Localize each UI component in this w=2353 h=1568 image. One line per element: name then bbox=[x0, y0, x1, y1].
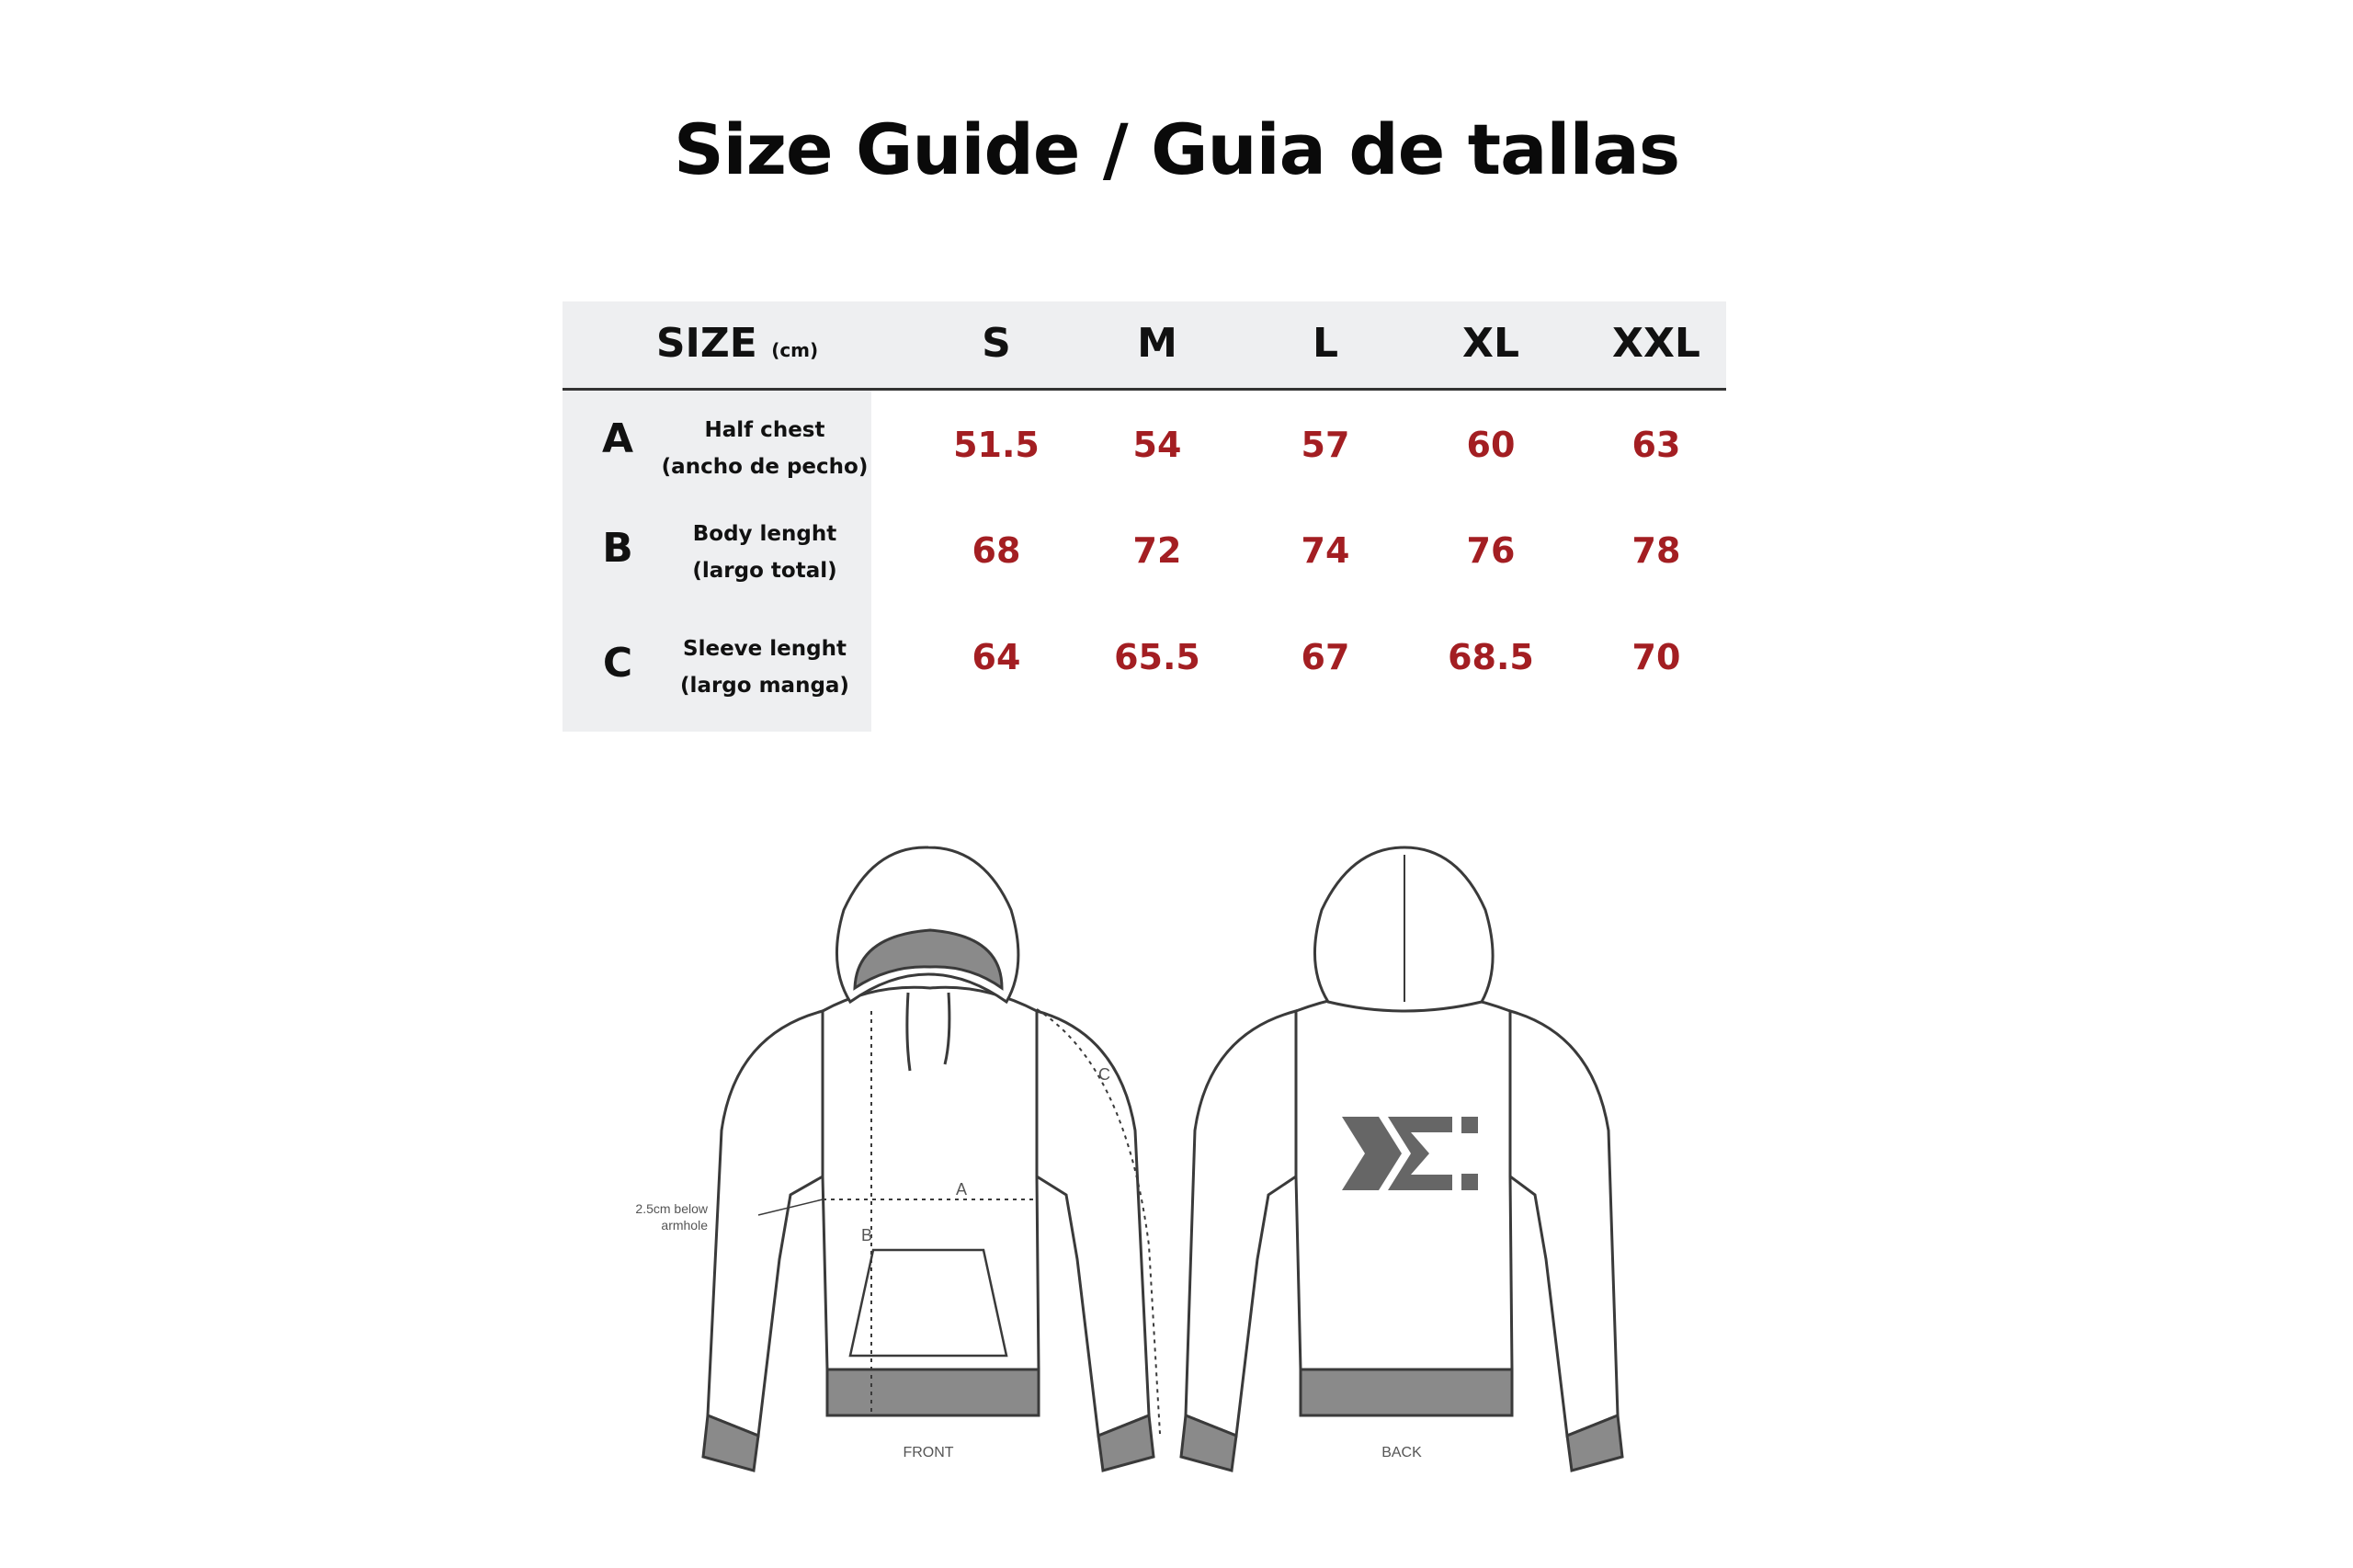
row-a-name-es: (ancho de pecho) bbox=[661, 455, 869, 479]
size-col-xl: XL bbox=[1462, 320, 1519, 367]
marker-a: A bbox=[956, 1180, 968, 1199]
table-cell: 74 bbox=[1301, 530, 1350, 571]
size-header-label: SIZE bbox=[655, 320, 757, 367]
marker-b: B bbox=[861, 1226, 873, 1244]
row-c-name-es: (largo manga) bbox=[680, 674, 849, 698]
back-label: BACK bbox=[1381, 1445, 1422, 1460]
size-table bbox=[563, 301, 1726, 732]
table-cell: 76 bbox=[1466, 530, 1516, 571]
size-col-s: S bbox=[982, 320, 1011, 367]
table-cell: 64 bbox=[972, 637, 1021, 677]
size-col-xxl: XXL bbox=[1612, 320, 1700, 367]
table-cell: 68.5 bbox=[1448, 637, 1534, 677]
table-cell: 51.5 bbox=[953, 425, 1040, 465]
table-cell: 65.5 bbox=[1114, 637, 1200, 677]
page-title: Size Guide / Guia de tallas bbox=[673, 108, 1680, 190]
row-a-description bbox=[650, 412, 880, 485]
row-b-letter: B bbox=[602, 525, 633, 572]
row-c-letter: C bbox=[602, 640, 633, 687]
hoodie-diagram bbox=[597, 827, 1627, 1489]
row-a-letter: A bbox=[601, 415, 634, 462]
table-cell: 60 bbox=[1466, 425, 1516, 465]
table-cell: 78 bbox=[1631, 530, 1681, 571]
armhole-note-line-2: armhole bbox=[661, 1218, 708, 1233]
row-b-name-es: (largo total) bbox=[692, 559, 837, 583]
row-b-name: Body lenght bbox=[692, 522, 837, 546]
hoodie-back bbox=[1181, 847, 1622, 1471]
table-cell: 68 bbox=[972, 530, 1021, 571]
table-cell: 70 bbox=[1631, 637, 1681, 677]
row-a-name: Half chest bbox=[704, 418, 825, 442]
row-c-name: Sleeve lenght bbox=[683, 637, 847, 661]
table-cell: 67 bbox=[1301, 637, 1350, 677]
hoodie-front bbox=[703, 847, 1160, 1471]
marker-c: C bbox=[1098, 1065, 1110, 1084]
size-header bbox=[563, 320, 912, 367]
size-col-m: M bbox=[1137, 320, 1177, 367]
table-cell: 72 bbox=[1132, 530, 1182, 571]
armhole-note-line-1: 2.5cm below bbox=[635, 1201, 708, 1216]
front-label: FRONT bbox=[903, 1445, 954, 1460]
size-col-l: L bbox=[1312, 320, 1339, 367]
table-cell: 54 bbox=[1132, 425, 1182, 465]
table-cell: 63 bbox=[1631, 425, 1681, 465]
size-header-unit: (cm) bbox=[771, 339, 819, 361]
row-b-description bbox=[650, 516, 880, 589]
row-c-description bbox=[650, 631, 880, 704]
table-cell: 57 bbox=[1301, 425, 1350, 465]
